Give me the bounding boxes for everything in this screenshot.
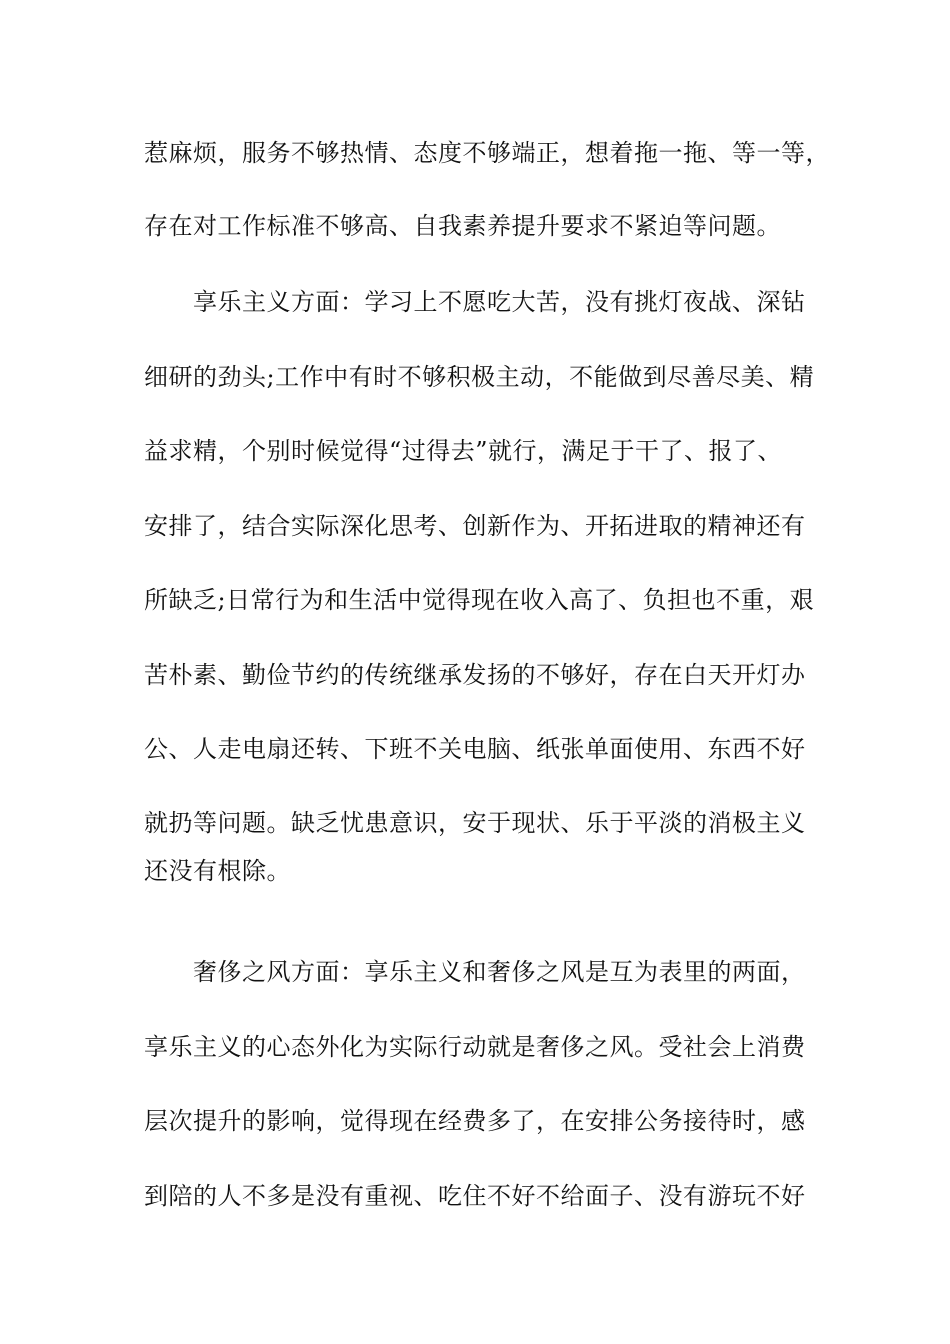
text-line: 惹麻烦，服务不够热情、态度不够端正，想着拖一拖、等一等， [144, 139, 830, 167]
paragraph-start-line: 奢侈之风方面：享乐主义和奢侈之风是互为表里的两面， [193, 958, 806, 986]
text-line: 苦朴素、勤俭节约的传统继承发扬的不够好，存在白天开灯办 [144, 661, 806, 689]
text-line: 所缺乏;日常行为和生活中觉得现在收入高了、负担也不重，艰 [144, 586, 815, 614]
text-line: 享乐主义的心态外化为实际行动就是奢侈之风。受社会上消费 [144, 1033, 806, 1061]
text-line: 公、人走电扇还转、下班不关电脑、纸张单面使用、东西不好 [144, 735, 806, 763]
text-line: 细研的劲头;工作中有时不够积极主动，不能做到尽善尽美、精 [144, 363, 815, 391]
text-line: 益求精，个别时候觉得“过得去”就行，满足于干了、报了、 [144, 437, 783, 465]
text-line: 到陪的人不多是没有重视、吃住不好不给面子、没有游玩不好 [144, 1182, 806, 1210]
text-line: 存在对工作标准不够高、自我素养提升要求不紧迫等问题。 [144, 212, 781, 240]
text-line: 还没有根除。 [144, 857, 291, 885]
text-line: 就扔等问题。缺乏忧患意识，安于现状、乐于平淡的消极主义 [144, 809, 806, 837]
text-line: 层次提升的影响，觉得现在经费多了，在安排公务接待时，感 [144, 1107, 806, 1135]
paragraph-start-line: 享乐主义方面：学习上不愿吃大苦，没有挑灯夜战、深钻 [193, 288, 806, 316]
text-line: 安排了，结合实际深化思考、创新作为、开拓进取的精神还有 [144, 512, 806, 540]
